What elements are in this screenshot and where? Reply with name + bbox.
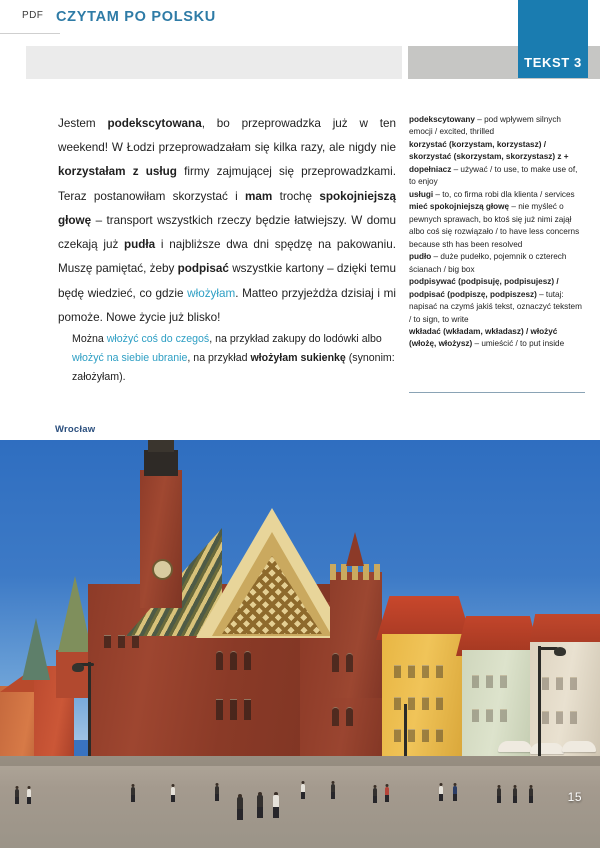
- page-header: [0, 46, 600, 79]
- window: [422, 665, 429, 678]
- person-legs: [237, 809, 243, 820]
- town-hall-clock-tower: [140, 470, 182, 608]
- window-row-yellow-upper: [394, 665, 443, 678]
- person-legs: [513, 796, 517, 803]
- tower-belfry: [148, 440, 174, 452]
- glossary-entry: podpisywać (podpisuję, podpisujesz) / podpisać (podpiszę, podpiszesz) – tutaj: napisać na czymś jakiś tekst, oznaczyć tekstem / to sign, to write: [409, 277, 582, 324]
- person-legs: [131, 795, 135, 802]
- person: [170, 784, 176, 802]
- glossary-entry: wkładać (wkładam, wkładasz) / włożyć (włożę, włożysz) – umieścić / to put inside: [409, 326, 565, 349]
- window-row-townhall-lower: [216, 699, 251, 720]
- window: [408, 729, 415, 742]
- person-legs: [385, 795, 389, 802]
- page-number: 15: [567, 790, 582, 804]
- town-hall-battlement: [330, 564, 382, 580]
- window: [244, 651, 251, 670]
- tower-upper-stage: [144, 450, 178, 476]
- pdf-viewer-tab[interactable]: [0, 0, 60, 34]
- window: [244, 699, 251, 720]
- window: [408, 665, 415, 678]
- window: [500, 675, 507, 688]
- window: [422, 697, 429, 710]
- window: [556, 711, 563, 724]
- window-row-cream-lower: [542, 711, 577, 724]
- person-legs: [27, 797, 31, 804]
- window: [216, 699, 223, 720]
- window: [104, 635, 111, 648]
- photo-wroclaw-market-square: [0, 440, 600, 848]
- person: [300, 781, 306, 798]
- glossary-entry: mieć spokojniejszą głowę – nie myśleć o pewnych sprawach, bo ktoś się już nimi zajął albo coś się rozwiązało / to have less concerns because sth has been resolved: [409, 202, 580, 249]
- window: [472, 675, 479, 688]
- person: [528, 785, 534, 804]
- text-number-badge-label: TEKST 3: [524, 55, 582, 70]
- person: [438, 783, 444, 802]
- person-legs: [331, 792, 335, 799]
- window: [332, 707, 339, 726]
- window: [436, 729, 443, 742]
- pdf-tab-label: PDF: [22, 10, 44, 21]
- window: [230, 699, 237, 720]
- header-bar-light: [26, 46, 402, 79]
- window: [346, 653, 353, 672]
- window-row-green-upper: [472, 675, 507, 688]
- window: [570, 711, 577, 724]
- person-legs: [301, 792, 305, 799]
- person: [214, 783, 220, 800]
- person-legs: [497, 796, 501, 803]
- window: [542, 677, 549, 690]
- window: [472, 709, 479, 722]
- window: [556, 677, 563, 690]
- person-legs: [171, 795, 175, 802]
- turret-left-spire: [58, 576, 92, 652]
- person-legs: [373, 796, 377, 803]
- vocabulary-glossary: [409, 114, 585, 351]
- person-legs: [273, 807, 279, 818]
- photo-caption: Wrocław: [55, 424, 96, 435]
- window-row-cream-upper: [542, 677, 577, 690]
- person: [236, 794, 244, 822]
- person: [384, 784, 390, 802]
- glossary-entry: usługi – to, co firma robi dla klienta / services: [409, 189, 575, 199]
- person-legs: [215, 794, 219, 801]
- person: [372, 785, 378, 804]
- glossary-divider: [409, 392, 585, 393]
- page-title: CZYTAM PO POLSKU: [56, 9, 216, 25]
- person-legs: [257, 807, 263, 818]
- person: [272, 792, 280, 820]
- window: [230, 651, 237, 670]
- person: [496, 785, 502, 804]
- market-umbrella: [562, 741, 596, 752]
- window-row-green-lower: [472, 709, 507, 722]
- person: [14, 786, 20, 804]
- lamp-head: [554, 647, 566, 656]
- turret-green-spire: [22, 618, 50, 680]
- person-legs: [15, 797, 19, 804]
- glossary-entry: podekscytowany – pod wpływem silnych emocji / excited, thrilled: [409, 115, 561, 137]
- town-hall-corner-tower: [330, 572, 382, 698]
- market-umbrella: [498, 741, 532, 752]
- window: [332, 653, 339, 672]
- usage-note-box: Można włożyć coś do czegoś, na przykład zakupy do lodówki albo włożyć na siebie ubranie, na przykład włożyłam sukienkę (synonim: założyłam).: [72, 333, 395, 383]
- window-row-townhall-upper: [104, 635, 139, 648]
- person: [256, 792, 264, 818]
- person: [452, 783, 458, 802]
- window: [408, 697, 415, 710]
- window: [486, 675, 493, 688]
- person: [130, 784, 136, 802]
- glossary-entry: korzystać (korzystam, korzystasz) / skorzystać (skorzystam, skorzystasz) z + dopełniacz – używać / to use, to make use of, to enjoy: [409, 139, 578, 187]
- window: [394, 729, 401, 742]
- reading-passage: Jestem podekscytowana, bo przeprowadzka już w ten weekend! W Łodzi przeprowadzałam się kilka razy, ale nigdy nie korzystałam z usług firmy zajmującej się przeprowadzkami. Teraz postanowiłam skorzystać i mam trochę spokojniejszą głowę – transport wszystkich rzeczy będzie łatwiejszy. W domu czekają już pudła i najbliższe dwa dni spędzę na pakowaniu. Muszę pamiętać, żeby podpisać wszystkie kartony – dzięki temu będę wiedzieć, co gdzie włożyłam. Matteo przyjeżdża dzisiaj i mi pomoże. Nowe życie już blisko!: [58, 117, 397, 324]
- person: [26, 786, 32, 804]
- window: [132, 635, 139, 648]
- corner-tower-spire: [346, 532, 364, 566]
- window-row-yellow-lower: [394, 729, 443, 742]
- person: [512, 785, 518, 804]
- window: [436, 697, 443, 710]
- window-row-corner-tower-lower: [332, 707, 353, 726]
- window: [346, 707, 353, 726]
- text-number-badge: [518, 0, 588, 78]
- window: [436, 665, 443, 678]
- cobblestone-square: [0, 756, 600, 848]
- person-legs: [529, 796, 533, 803]
- window: [216, 651, 223, 670]
- person: [330, 781, 336, 798]
- window: [394, 697, 401, 710]
- window: [542, 711, 549, 724]
- window: [394, 665, 401, 678]
- glossary-entry: pudło – duże pudełko, pojemnik o czterech ścianach / big box: [409, 252, 567, 274]
- window: [118, 635, 125, 648]
- window: [500, 709, 507, 722]
- window: [486, 709, 493, 722]
- window-row-yellow-mid: [394, 697, 443, 710]
- lamp-head: [72, 663, 84, 672]
- person-legs: [453, 794, 457, 801]
- window: [422, 729, 429, 742]
- town-hall-clock-face: [152, 559, 173, 580]
- window-row-townhall-centre: [216, 651, 251, 670]
- window-row-corner-tower: [332, 653, 353, 672]
- window: [570, 677, 577, 690]
- market-umbrella: [530, 743, 564, 754]
- person-legs: [439, 794, 443, 801]
